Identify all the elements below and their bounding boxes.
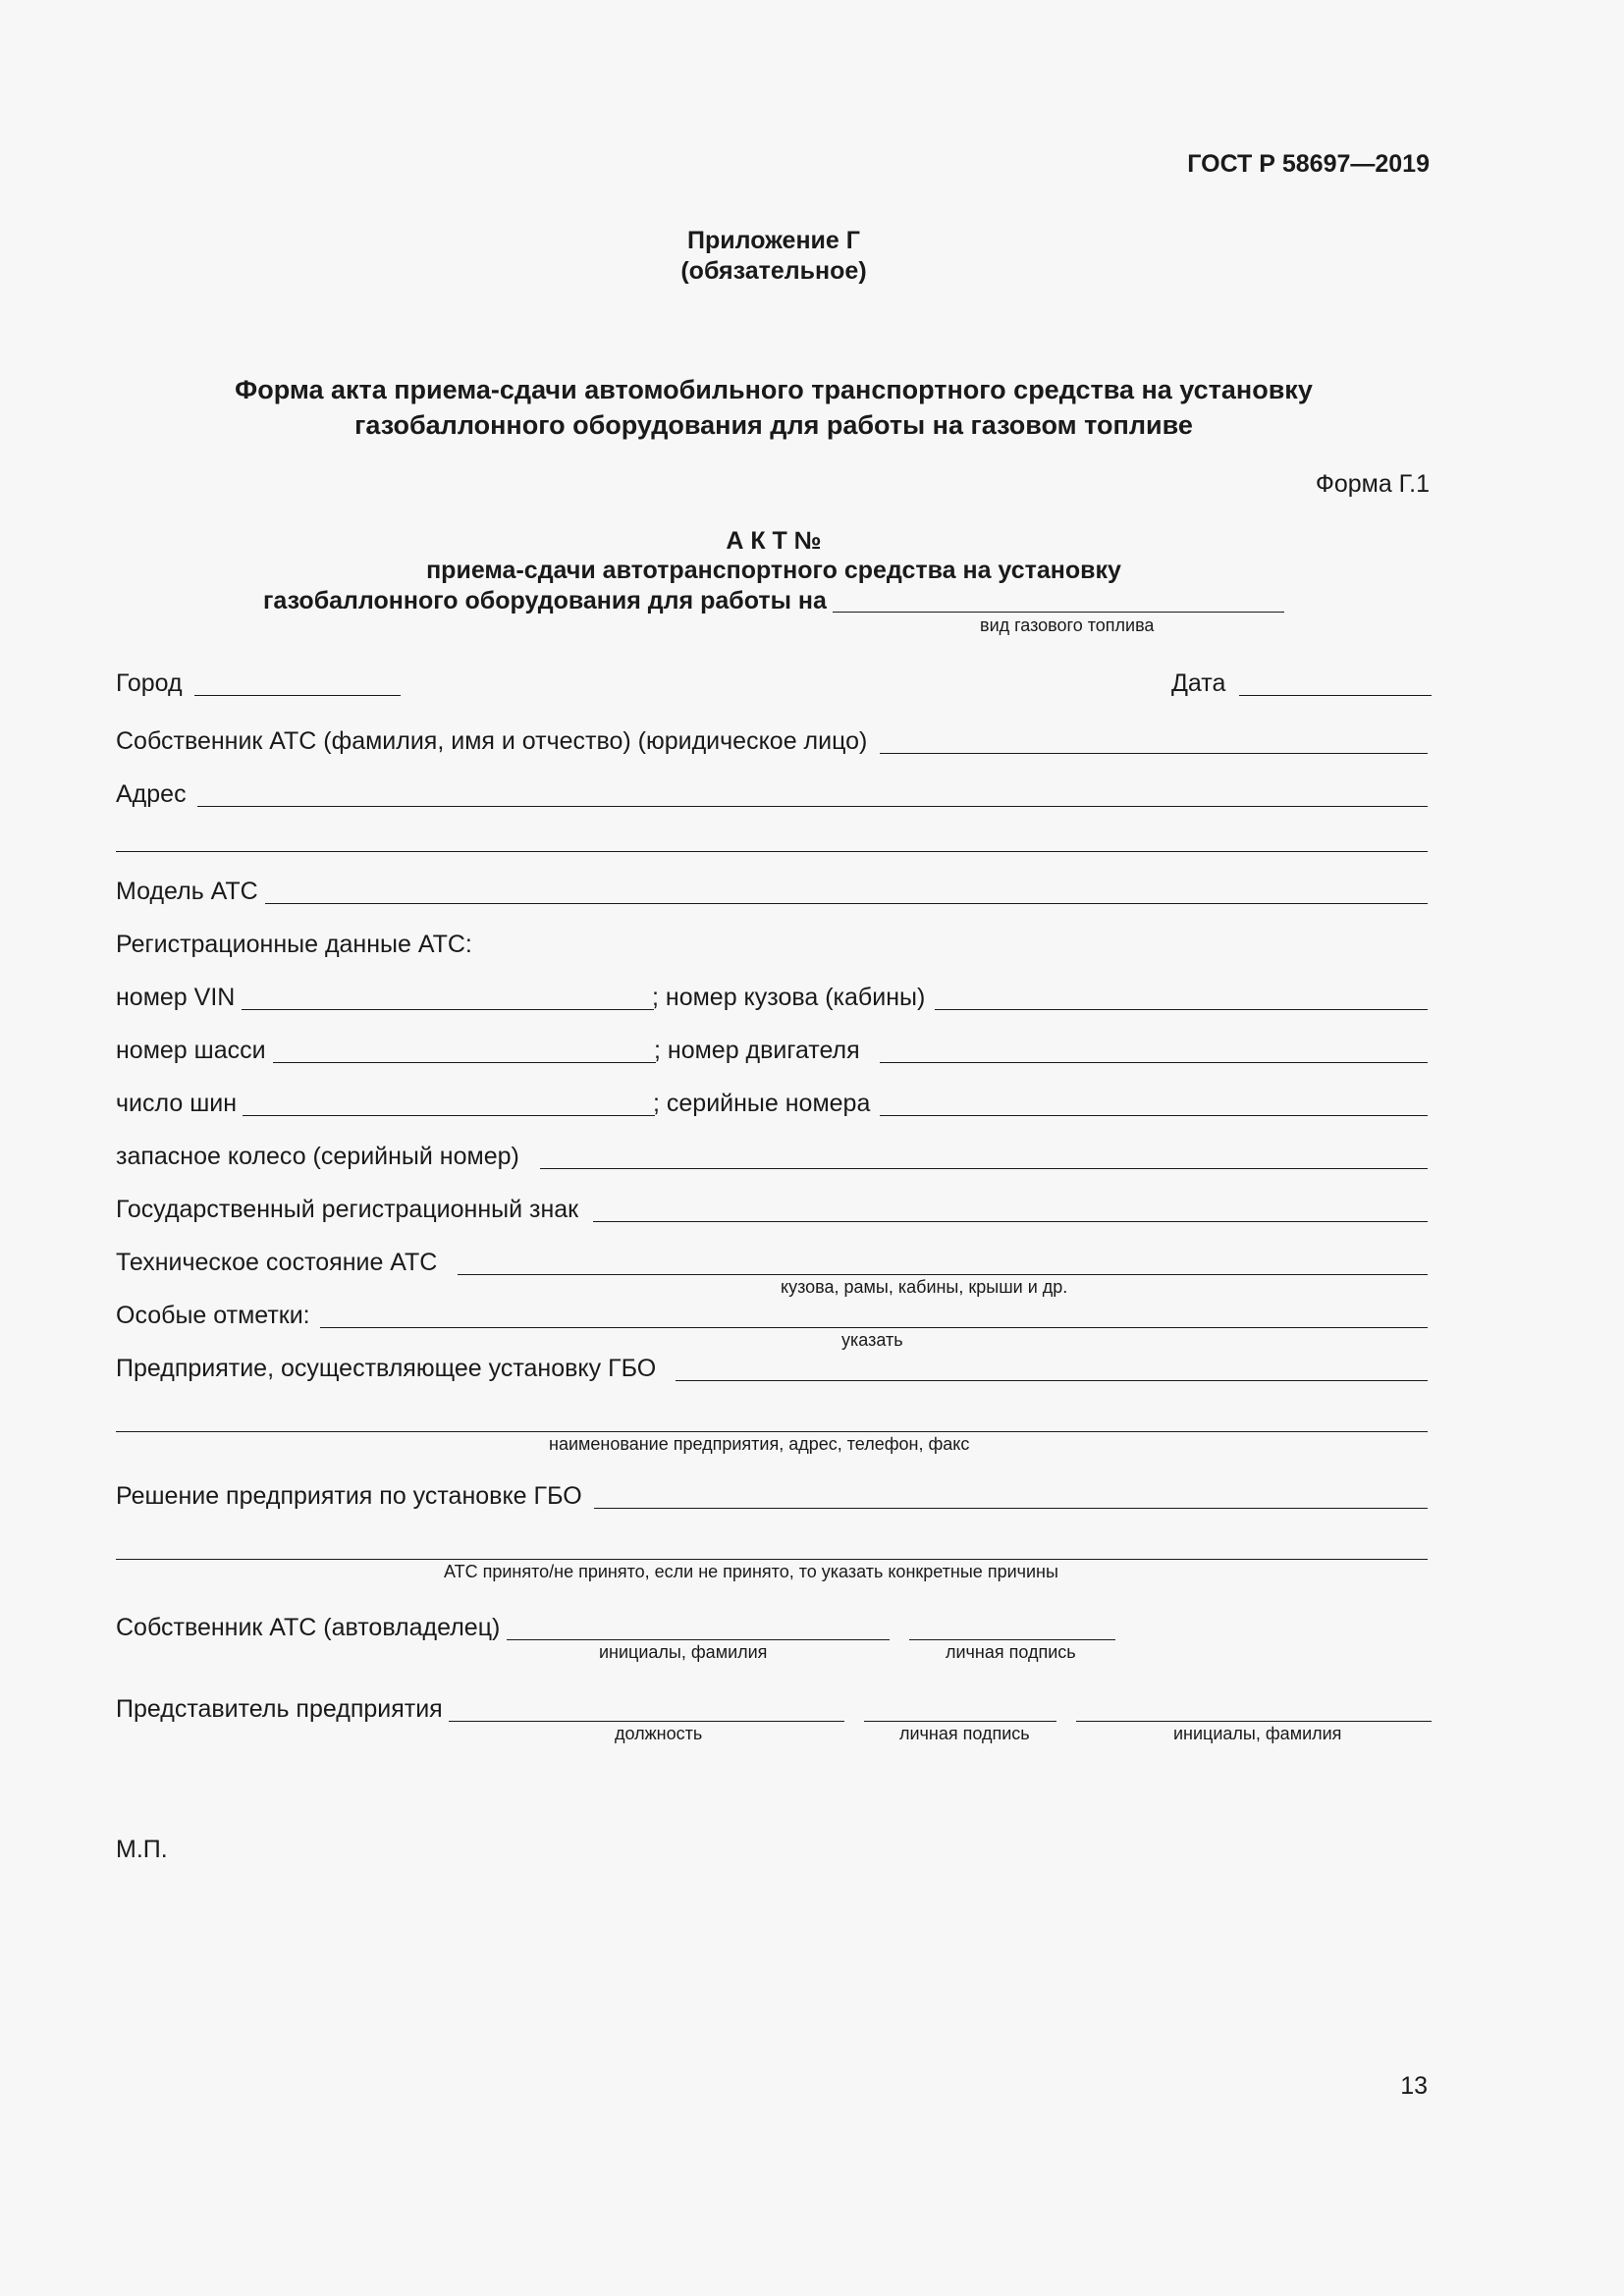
appendix-note: (обязательное) [680,257,867,285]
page-number: 13 [1400,2072,1428,2100]
engine-label: ; номер двигателя [654,1037,860,1064]
spare-field[interactable] [540,1168,1428,1169]
model-field[interactable] [265,903,1428,904]
decision-caption: АТС принято/не принято, если не принято, то указать конкретные причины [444,1562,1058,1581]
owner-label: Собственник АТС (фамилия, имя и отчество) (юридическое лицо) [116,727,868,755]
serials-label: ; серийные номера [653,1090,871,1117]
stamp-label: М.П. [116,1836,168,1863]
fuel-type-caption: вид газового топлива [980,615,1155,635]
condition-caption: кузова, рамы, кабины, крыши и др. [781,1277,1068,1297]
decision-label: Решение предприятия по установке ГБО [116,1482,582,1510]
condition-label: Техническое состояние АТС [116,1249,438,1276]
chassis-field[interactable] [273,1062,656,1063]
body-number-label: ; номер кузова (кабины) [652,984,926,1011]
remarks-label: Особые отметки: [116,1302,310,1329]
date-label: Дата [1171,669,1226,697]
enterprise-field-2[interactable] [116,1431,1428,1432]
standard-number: ГОСТ Р 58697—2019 [1187,150,1430,178]
plate-field[interactable] [593,1221,1428,1222]
serials-field[interactable] [880,1115,1428,1116]
rep-position-caption: должность [615,1724,703,1743]
act-line2: газобаллонного оборудования для работы на [263,587,827,614]
remarks-field[interactable] [320,1327,1428,1328]
vin-label: номер VIN [116,984,236,1011]
reg-data-label: Регистрационные данные АТС: [116,931,472,958]
owner-sign-field[interactable] [909,1639,1115,1640]
rep-signature-label: Представитель предприятия [116,1695,443,1723]
form-number: Форма Г.1 [1315,470,1430,498]
vin-field[interactable] [242,1009,654,1010]
owner-name-field[interactable] [507,1639,890,1640]
city-label: Город [116,669,183,697]
tires-field[interactable] [243,1115,655,1116]
engine-field[interactable] [880,1062,1428,1063]
remarks-caption: указать [841,1330,903,1350]
plate-label: Государственный регистрационный знак [116,1196,579,1223]
city-field[interactable] [194,695,401,696]
fuel-type-line[interactable] [833,612,1284,613]
form-title-line2: газобаллонного оборудования для работы на газовом топливе [354,410,1193,440]
enterprise-caption: наименование предприятия, адрес, телефон, факс [549,1434,970,1454]
address-field[interactable] [197,806,1428,807]
decision-field[interactable] [594,1508,1428,1509]
rep-name-caption: инициалы, фамилия [1173,1724,1342,1743]
decision-field-2[interactable] [116,1559,1428,1560]
rep-sign-caption: личная подпись [899,1724,1030,1743]
owner-name-caption: инициалы, фамилия [599,1642,768,1662]
enterprise-field[interactable] [676,1380,1428,1381]
address-label: Адрес [116,780,187,808]
chassis-label: номер шасси [116,1037,266,1064]
owner-sign-caption: личная подпись [946,1642,1076,1662]
model-label: Модель АТС [116,878,258,905]
enterprise-label: Предприятие, осуществляющее установку ГБО [116,1355,657,1382]
rep-sign-field[interactable] [864,1721,1056,1722]
appendix-title: Приложение Г [687,227,860,254]
tires-label: число шин [116,1090,238,1117]
address-field-2[interactable] [116,851,1428,852]
condition-field[interactable] [458,1274,1428,1275]
rep-name-field[interactable] [1076,1721,1432,1722]
owner-field[interactable] [880,753,1428,754]
form-title-line1: Форма акта приема-сдачи автомобильного транспортного средства на установку [235,375,1313,404]
date-field[interactable] [1239,695,1432,696]
spare-label: запасное колесо (серийный номер) [116,1143,519,1170]
rep-position-field[interactable] [449,1721,844,1722]
owner-signature-label: Собственник АТС (автовладелец) [116,1614,501,1641]
body-number-field[interactable] [935,1009,1428,1010]
act-title: А К Т № [726,527,822,555]
act-line1: приема-сдачи автотранспортного средства на установку [426,557,1121,584]
